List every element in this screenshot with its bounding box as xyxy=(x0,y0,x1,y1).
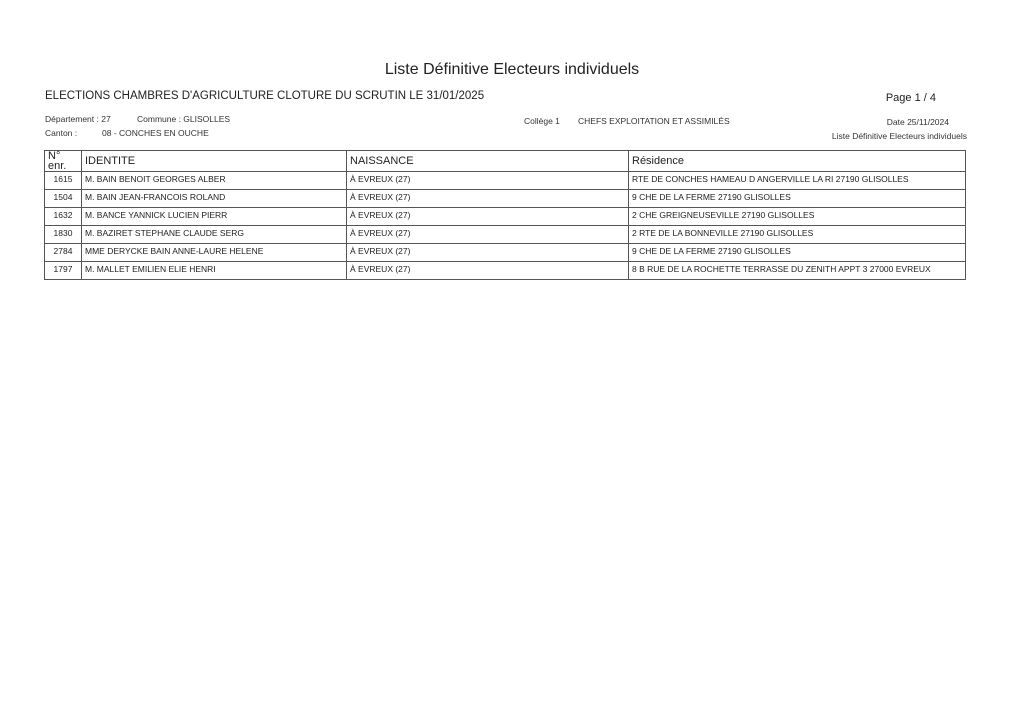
document-title: Liste Définitive Electeurs individuels xyxy=(384,61,640,78)
cell-num: 1632 xyxy=(45,208,82,226)
list-name: Liste Définitive Electeurs individuels xyxy=(831,131,967,141)
cell-num: 1504 xyxy=(45,190,82,208)
header-naissance: NAISSANCE xyxy=(347,151,629,172)
cell-residence: 8 B RUE DE LA ROCHETTE TERRASSE DU ZENITH APPT 3 27000 EVREUX xyxy=(629,262,966,280)
cell-naissance: À EVREUX (27) xyxy=(347,208,629,226)
cell-residence: 9 CHE DE LA FERME 27190 GLISOLLES xyxy=(629,244,966,262)
header-num: N° enr. xyxy=(45,151,82,172)
cell-identite: M. MALLET EMILIEN ELIE HENRI xyxy=(82,262,347,280)
header-residence: Résidence xyxy=(629,151,966,172)
cell-identite: MME DERYCKE BAIN ANNE-LAURE HELENE xyxy=(82,244,347,262)
cell-identite: M. BAIN BENOIT GEORGES ALBER xyxy=(82,172,347,190)
cell-naissance: À EVREUX (27) xyxy=(347,226,629,244)
election-subtitle: ELECTIONS CHAMBRES D'AGRICULTURE CLOTURE DU SCRUTIN LE 31/01/2025 xyxy=(45,90,485,102)
college-value: CHEFS EXPLOITATION ET ASSIMILÉS xyxy=(578,116,730,126)
cell-naissance: À EVREUX (27) xyxy=(347,262,629,280)
cell-residence: 9 CHE DE LA FERME 27190 GLISOLLES xyxy=(629,190,966,208)
table-row xyxy=(45,226,966,244)
table-row xyxy=(45,190,966,208)
cell-identite: M. BANCE YANNICK LUCIEN PIERR xyxy=(82,208,347,226)
cell-residence: 2 CHE GREIGNEUSEVILLE 27190 GLISOLLES xyxy=(629,208,966,226)
cell-num: 2784 xyxy=(45,244,82,262)
cell-num: 1830 xyxy=(45,226,82,244)
voters-table xyxy=(44,150,966,280)
table-row xyxy=(45,208,966,226)
document-date: Date 25/11/2024 xyxy=(886,117,949,127)
departement: Département : 27 xyxy=(45,114,111,124)
cell-num: 1615 xyxy=(45,172,82,190)
canton-label: Canton : xyxy=(45,128,78,138)
college-label: Collège 1 xyxy=(524,116,560,126)
cell-identite: M. BAZIRET STEPHANE CLAUDE SERG xyxy=(82,226,347,244)
cell-residence: 2 RTE DE LA BONNEVILLE 27190 GLISOLLES xyxy=(629,226,966,244)
cell-naissance: À EVREUX (27) xyxy=(347,172,629,190)
cell-residence: RTE DE CONCHES HAMEAU D ANGERVILLE LA RI 27190 GLISOLLES xyxy=(629,172,966,190)
table-row xyxy=(45,172,966,190)
table-row xyxy=(45,244,966,262)
table-header-row xyxy=(45,151,966,172)
canton-value: 08 - CONCHES EN OUCHE xyxy=(102,128,209,138)
cell-naissance: À EVREUX (27) xyxy=(347,190,629,208)
cell-identite: M. BAIN JEAN-FRANCOIS ROLAND xyxy=(82,190,347,208)
cell-naissance: À EVREUX (27) xyxy=(347,244,629,262)
table-row xyxy=(45,262,966,280)
page-number: Page 1 / 4 xyxy=(885,92,936,104)
commune: Commune : GLISOLLES xyxy=(137,114,231,124)
cell-num: 1797 xyxy=(45,262,82,280)
header-identite: IDENTITE xyxy=(82,151,347,172)
